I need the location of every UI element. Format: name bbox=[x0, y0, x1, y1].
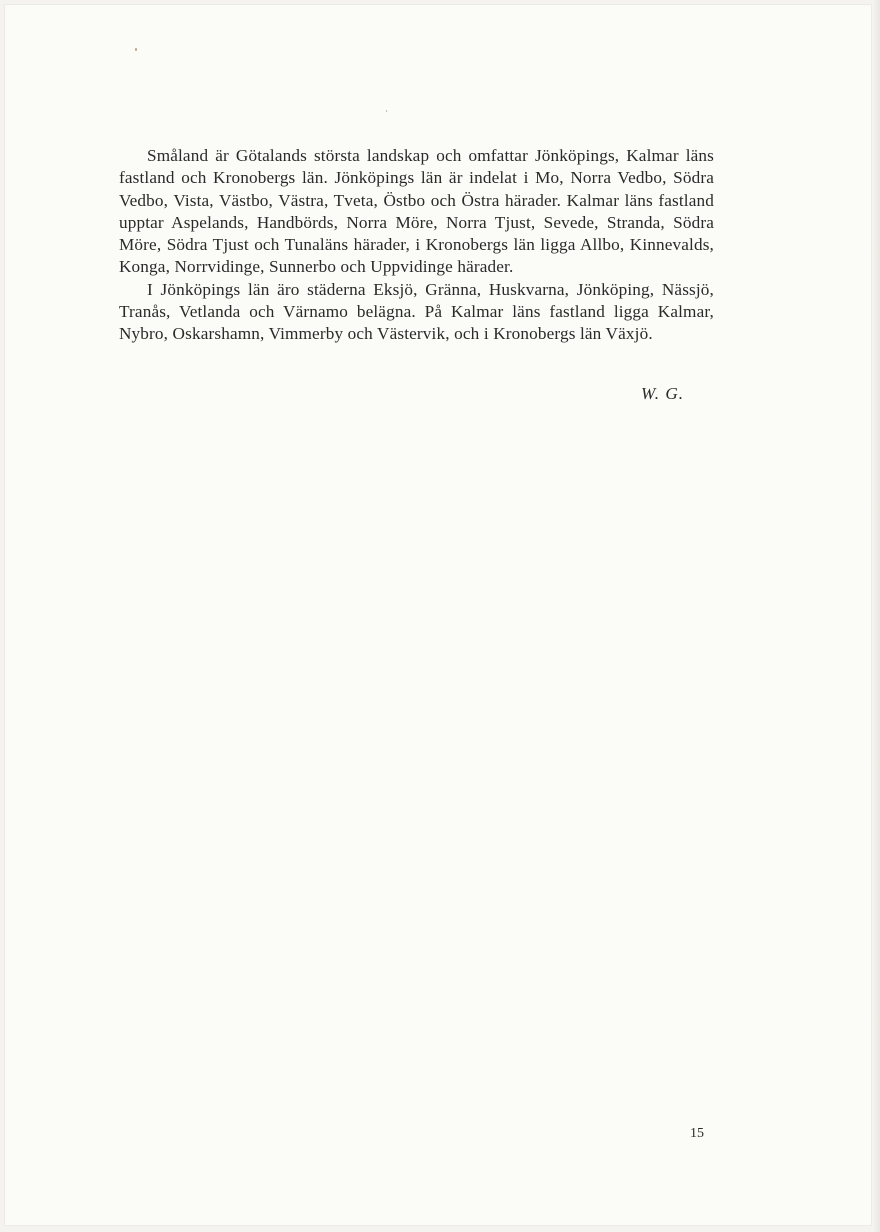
body-text bbox=[119, 145, 714, 346]
paper-speck bbox=[135, 48, 137, 51]
paper-speck bbox=[386, 110, 387, 112]
book-page bbox=[4, 4, 872, 1226]
paragraph-1: Småland är Götalands största landskap och omfattar Jönköpings, Kalmar läns fastland och Kronobergs län. Jönköpings län är indelat i Mo, Norra Vedbo, Södra Vedbo, Vista, Västbo, Västra, Tveta, Östbo och Östra härader. Kalmar läns fastland upptar Aspelands, Handbörds, Norra Möre, Norra Tjust, Sevede, Stranda, Södra Möre, Södra Tjust och Tunaläns härader, i Kronobergs län ligga Allbo, Kinnevalds, Konga, Norrvidinge, Sunnerbo och Uppvidinge härader. bbox=[119, 146, 714, 277]
author-signature: W. G. bbox=[641, 384, 685, 403]
page-edge-shadow bbox=[872, 0, 880, 1232]
page-number: 15 bbox=[690, 1126, 704, 1141]
paragraph-2: I Jönköpings län äro städerna Eksjö, Gränna, Huskvarna, Jönköping, Nässjö, Tranås, Vetlanda och Värnamo belägna. På Kalmar läns fastland ligga Kalmar, Nybro, Oskarshamn, Vimmerby och Västervik, och i Kronobergs län Växjö. bbox=[119, 279, 714, 344]
